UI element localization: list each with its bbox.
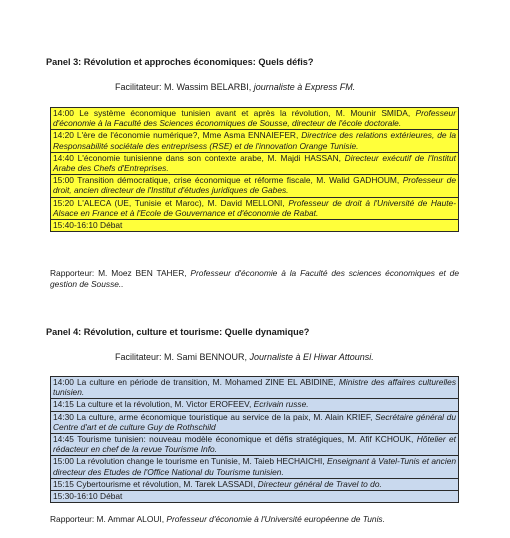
session-text: 15:00 La révolution change le tourisme en Tunisie, M. Taieb HECHAICHI, xyxy=(53,456,328,467)
session-text: 15:00 Transition démocratique, crise économique et réforme fiscale, M. Walid GADHOUM, xyxy=(53,175,403,186)
panel4-rapporteur xyxy=(50,514,459,525)
schedule-cell xyxy=(51,491,459,503)
panel3-rapporteur xyxy=(50,268,459,290)
schedule-row xyxy=(51,456,459,478)
schedule-cell xyxy=(51,152,459,174)
panel3-rapporteur-role: Professeur d'économie à la Faculté des sciences économiques et de gestion de Sousse.. xyxy=(50,268,459,289)
panel4-title: Panel 4: Révolution, culture et tourisme: Quelle dynamique? xyxy=(46,327,310,337)
schedule-cell xyxy=(51,478,459,490)
speaker-role: Secrétaire général du Centre d'art et de culture Guy de Rothschild xyxy=(53,411,456,432)
schedule-cell xyxy=(51,175,459,197)
session-text: 15:30-16:10 Débat xyxy=(53,491,123,502)
schedule-cell xyxy=(51,399,459,411)
speaker-role: Directrice des relations extérieures, de la Responsabilité sociétale des entreprisess (RSE) et de l'innovation Orange Tunisie. xyxy=(53,130,456,151)
speaker-role: Ministre des affaires culturelles tunisien. xyxy=(53,377,457,398)
session-text: 14:45 Tourisme tunisien: nouveau modèle économique et défis stratégiques, M. Afif KCHOUK, xyxy=(53,434,417,445)
schedule-row xyxy=(51,108,459,130)
session-text: 15:15 Cybertourisme et révolution, M. Tarek LASSADI, xyxy=(53,478,258,489)
schedule-row xyxy=(51,377,459,399)
schedule-row xyxy=(51,399,459,411)
schedule-cell xyxy=(51,411,459,433)
speaker-role: Professeur d'économie à la Faculté des Sciences économiques de Sousse, directeur de l'école doctorale. xyxy=(53,108,456,129)
panel3-facilitator-role: journaliste à Express FM. xyxy=(253,82,356,92)
schedule-cell xyxy=(51,197,459,219)
schedule-row xyxy=(51,152,459,174)
schedule-row xyxy=(51,434,459,456)
speaker-role: Ecrivain russe. xyxy=(253,399,309,410)
panel4-facilitator-role: Journaliste à El Hiwar Attounsi. xyxy=(249,352,374,362)
speaker-role: Professeur de droit, ancien directeur de l'Institut d'études juridiques de Gabes. xyxy=(53,175,457,196)
panel3-facilitator xyxy=(115,82,355,92)
schedule-row xyxy=(51,130,459,152)
panel3-schedule-table xyxy=(50,107,459,232)
panel3-title: Panel 3: Révolution et approches économiques: Quels défis? xyxy=(46,57,314,67)
session-text: 14:20 L'ère de l'économie numérique?, Mme Asma ENNAIEFER, xyxy=(53,130,302,141)
schedule-cell xyxy=(51,434,459,456)
schedule-row xyxy=(51,478,459,490)
speaker-role: Professeur de droit à l'Université de Haute-Alsace en France et à l'Ecole de Gouvernance et d'économie de Rabat. xyxy=(53,197,456,218)
schedule-cell xyxy=(51,456,459,478)
schedule-row xyxy=(51,175,459,197)
schedule-cell xyxy=(51,108,459,130)
session-text: 14:00 La culture en période de transition, M. Mohamed ZINE EL ABIDINE, xyxy=(53,377,339,387)
schedule-row xyxy=(51,491,459,503)
session-text: 14:40 L'économie tunisienne dans son contexte arabe, M. Majdi HASSAN, xyxy=(53,152,345,163)
session-text: 14:15 La culture et la révolution, M. Victor EROFEEV, xyxy=(53,399,254,410)
session-text: 15:20 L'ALECA (UE, Tunisie et Maroc), M. David MELLONI, xyxy=(53,197,289,208)
panel4-rapporteur-role: Professeur d'économie à l'Université européenne de Tunis. xyxy=(166,514,385,524)
panel3-facilitator-name: Facilitateur: M. Wassim BELARBI, xyxy=(115,82,254,92)
panel4-schedule-table xyxy=(50,376,459,503)
speaker-role: Enseignant à Vatel-Tunis et ancien directeur des Etudes de l'Office National du Tourisme tunisien. xyxy=(53,456,457,477)
schedule-row xyxy=(51,197,459,219)
panel4-facilitator-name: Facilitateur: M. Sami BENNOUR, xyxy=(115,352,250,362)
speaker-role: Hôtelier et rédacteur en chef de la revue Tourisme Info. xyxy=(53,434,456,455)
panel4-facilitator xyxy=(115,352,374,362)
speaker-role: Directeur général de Travel to do. xyxy=(257,478,382,489)
schedule-cell xyxy=(51,130,459,152)
schedule-cell xyxy=(51,220,459,232)
session-text: 14:00 Le système économique tunisien avant et après la révolution, M. Mounir SMIDA, xyxy=(53,108,416,118)
panel3-rapporteur-name: Rapporteur: M. Moez BEN TAHER, xyxy=(50,268,191,278)
schedule-row xyxy=(51,220,459,232)
schedule-cell xyxy=(51,377,459,399)
panel4-rapporteur-name: Rapporteur: M. Ammar ALOUI, xyxy=(50,514,167,524)
session-text: 14:30 La culture, arme économique touristique au service de la paix, M. Alain KRIEF, xyxy=(53,411,376,422)
schedule-row xyxy=(51,411,459,433)
speaker-role: Directeur exécutif de l'Institut Arabe des Chefs d'Entreprises. xyxy=(53,152,456,174)
session-text: 15:40-16:10 Débat xyxy=(53,220,123,231)
